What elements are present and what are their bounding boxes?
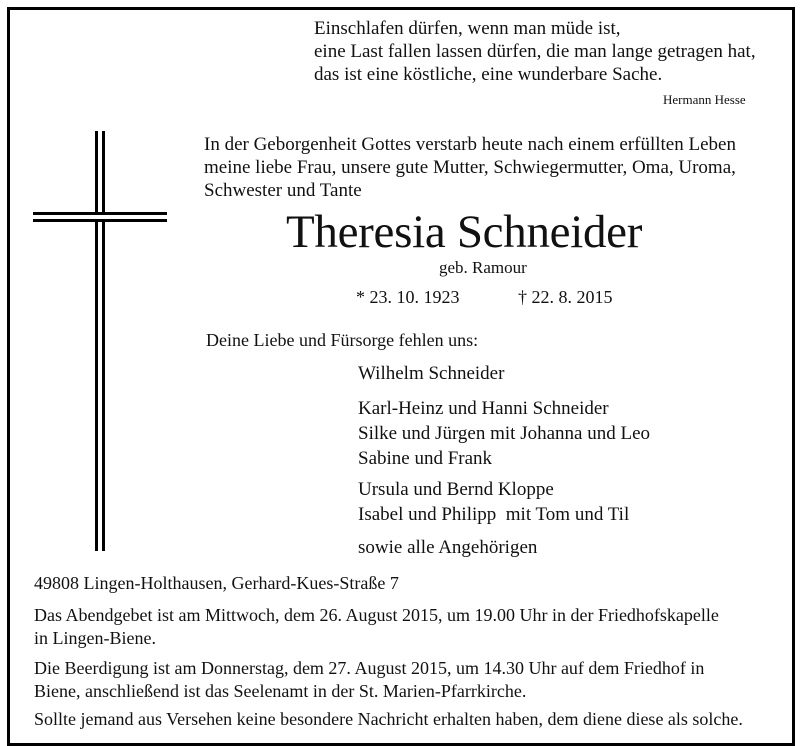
death-date: † 22. 8. 2015 [518,287,613,307]
notice-line: in Lingen-Biene. [34,628,156,648]
notice-line: Die Beerdigung ist am Donnerstag, dem 27. August 2015, um 14.30 Uhr auf dem Friedhof in [34,658,705,678]
mourner-group [358,396,650,471]
notice-line: Biene, anschließend ist das Seelenamt in der St. Marien-Pfarrkirche. [34,681,527,701]
mourner-line: Wilhelm Schneider [358,363,505,384]
deceased-name: Theresia Schneider [286,206,643,258]
mourner-line: Karl-Heinz und Hanni Schneider [358,398,609,419]
announcement-line: In der Geborgenheit Gottes verstarb heute nach einem erfüllten Leben [204,134,736,155]
poem-line: eine Last fallen lassen dürfen, die man lange getragen hat, [314,41,756,62]
mourner-line: Silke und Jürgen mit Johanna und Leo [358,423,651,444]
poem-line: Einschlafen dürfen, wenn man müde ist, [314,18,621,39]
mourner-line: Ursula und Bernd Kloppe [358,479,554,500]
announcement-line: meine liebe Frau, unsere gute Mutter, Schwiegermutter, Oma, Uroma, [204,157,736,178]
mourner-line: sowie alle Angehörigen [358,537,538,558]
poem-author: Hermann Hesse [663,92,746,107]
funeral-notice [34,657,704,703]
mourners-intro: Deine Liebe und Fürsorge fehlen uns: [206,330,479,350]
mourner-group [358,535,537,560]
mourner-group [358,477,629,527]
maiden-name: geb. Ramour [439,258,527,277]
mourner-line: Sabine und Frank [358,448,493,469]
mourner-group [358,361,504,386]
birth-date: * 23. 10. 1923 [356,287,460,307]
closing-notice: Sollte jemand aus Versehen keine besondere Nachricht erhalten haben, dem diene diese als solche. [34,709,743,729]
family-address: 49808 Lingen-Holthausen, Gerhard-Kues-Straße 7 [34,573,399,593]
poem-line: das ist eine köstliche, eine wunderbare Sache. [314,64,663,85]
mourner-line: Isabel und Philipp mit Tom und Til [358,504,630,525]
poem [314,17,756,86]
cross-icon [33,131,167,551]
evening-prayer-notice [34,604,719,650]
announcement-line: Schwester und Tante [204,180,362,201]
notice-line: Das Abendgebet ist am Mittwoch, dem 26. August 2015, um 19.00 Uhr in der Friedhofskapelle [34,605,719,625]
death-announcement [204,133,736,202]
